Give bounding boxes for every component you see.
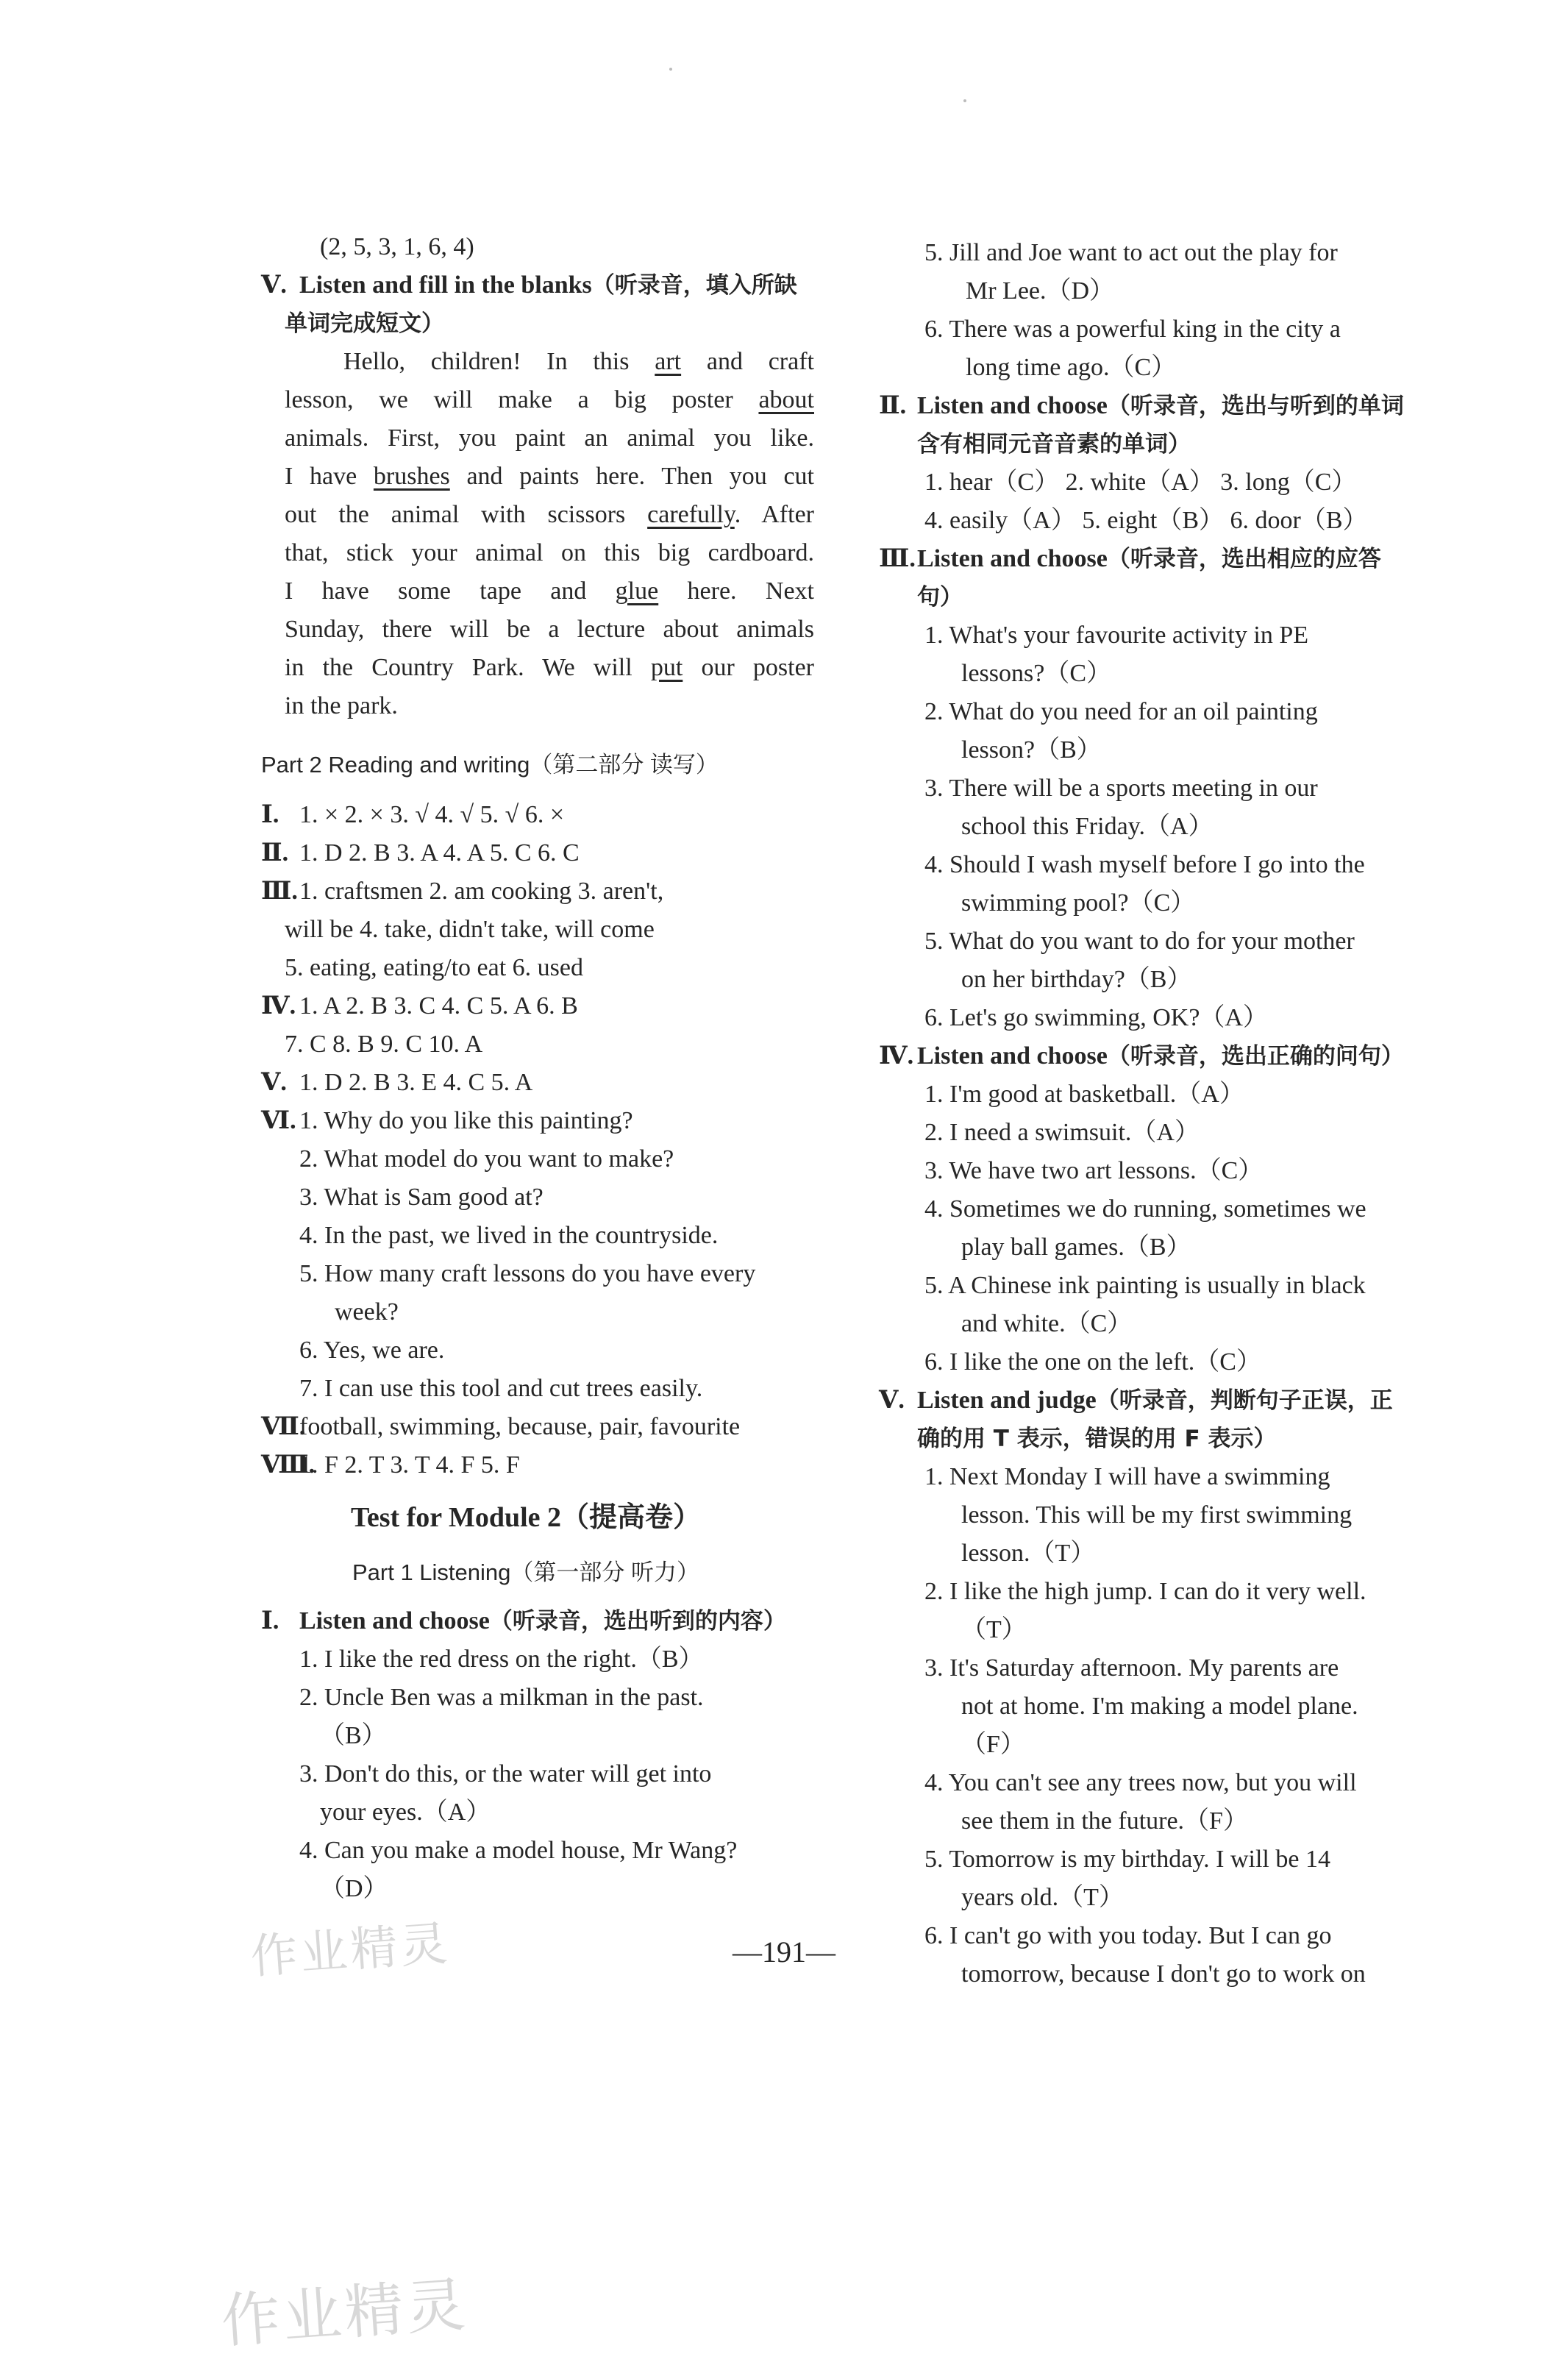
listening-section-5-heading: Ⅴ. Listen and judge（听录音，判断句子正误，正 [879,1387,1393,1414]
listening-section-1-heading: Ⅰ. Listen and choose（听录音，选出听到的内容） [261,1607,786,1635]
watermark: 作业精灵 [249,1916,452,1985]
right-column: 5. Jill and Joe want to act out the play for Mr Lee.（D） 6. There was a powerful king in the city a long time ago.（C） Ⅱ. Listen and choose（听录音，选出与听到的单词 含有相同元音音素的单词） 1. hear（C） 2. white（A） 3. long（C） 4. easily（A） 5. eight（B） 6. door（B） Ⅲ.Listen and choose（听录音，选出相应的应答 句） 1. What's your favourite activity in PE lessons?（C） 2. What do you need for an oil painting lesson?（B） 3. There will be a sports meeting in our school this Friday.（A） 4. Should I wash myself before I go into the swimming pool?（C） 5. What do you want to do for your mother on her birthday?（B） 6. Let's go swimming, OK?（A） Ⅳ. Listen and choose（听录音，选出正确的问句） 1. I'm good at basketball.（A） 2. I need a swimsuit.（A） 3. We have two art lessons.（C） 4. Sometimes we do running, sometimes we play ball games.（B） 5. A Chinese ink painting is usually in black and white.（C） 6. I like the one on the left.（C） Ⅴ. Listen and judge（听录音，判断句子正误，正 确的用 T 表示，错误的用 F 表示） 1. Next Monday I will have a swimming lesson. This will be my first swimming lesson.（T） 2. I like the high jump. I can do it very well. （T） 3. It's Saturday afternoon. My parents are not at home. I'm making a model plane. （F） 4. You can't see any trees now, but you will see them in the future.（F） 5. Tomorrow is my birthday. I will be 14 years old.（T） 6. I can't go with you today. But I can go tomorrow, because I don't go to work on [879,234,1568,1993]
reading-answers-2: Ⅱ. 1. D 2. B 3. A 4. A 5. C 6. C [261,839,580,867]
sequence-answer: (2, 5, 3, 1, 6, 4) [320,233,474,260]
listening-section-4-heading: Ⅳ. Listen and choose（听录音，选出正确的问句） [879,1042,1404,1070]
page-number: —191— [733,1935,835,1968]
reading-answers-4: Ⅳ. 1. A 2. B 3. C 4. C 5. A 6. B [261,992,578,1020]
reading-answers-1: Ⅰ. 1. × 2. × 3. √ 4. √ 5. √ 6. × [261,801,565,828]
fill-blanks-passage: Hello, children! In this art and craft lesson, we will make a big poster about animals. First, you paint an animal you like. I have brushes and paints here. Then you cut out the animal with scissors carefully. After that, stick your animal on this big cardboard. I have some tape and glue here. Next Sunday, there will be a lecture about animals in the Country Park. We will put our poster in the park. [285,348,814,719]
scan-dot [669,68,672,71]
listening-section-3-heading: Ⅲ.Listen and choose（听录音，选出相应的应答 [879,545,1381,572]
test-title: Test for Module 2（提高卷） [350,1502,702,1533]
watermark: 作业精灵 [218,2270,471,2356]
part-1-heading: Part 1 Listening（第一部分 听力） [352,1559,700,1585]
listening-section-2-heading: Ⅱ. Listen and choose（听录音，选出与听到的单词 [879,392,1404,419]
reading-answers-8: Ⅷ.1. F 2. T 3. T 4. F 5. F [261,1451,520,1479]
reading-answers-7: Ⅶ.football, swimming, because, pair, favourite [261,1413,741,1440]
left-column: (2, 5, 3, 1, 6, 4) Ⅴ. Listen and fill in the blanks（听录音，填入所缺 单词完成短文） Hello, children! In this art and craft lesson, we will make a big poster about animals. First, you paint an animal you like. I have brushes and paints here. Then you cut out the animal with scissors carefully. After that, stick your animal on this big cardboard. I have some tape and glue here. Next Sunday, there will be a lecture about animals in the Country Park. We will put our poster in the park. Part 2 Reading and writing（第二部分 读写） Ⅰ. 1. × 2. × 3. √ 4. √ 5. √ 6. × Ⅱ. 1. D 2. B 3. A 4. A 5. C 6. C Ⅲ.1. craftsmen 2. am cooking 3. aren't, will be 4. take, didn't take, will come 5. eating, eating/to eat 6. used Ⅳ. 1. A 2. B 3. C 4. C 5. A 6. B 7. C 8. B 9. C 10. A Ⅴ. 1. D 2. B 3. E 4. C 5. A Ⅵ. 1. Why do you like this painting? 2. What model do you want to make? 3. What is Sam good at? 4. In the past, we lived in the countryside. 5. How many craft lessons do you have every week? 6. Yes, we are. 7. I can use this tool and cut trees easily. Ⅶ.football, swimming, because, pair, favourite Ⅷ.1. F 2. T 3. T 4. F 5. F Test for Module 2（提高卷） Part 1 Listening（第一部分 听力） Ⅰ. Listen and choose（听录音，选出听到的内容） 1. I like the red dress on the right.（B） 2. Uncle Ben was a milkman in the past. （B） 3. Don't do this, or the water will get into your eyes.（A） 4. Can you make a model house, Mr Wang? （D） [261,228,989,1908]
section-5-heading-cont: 单词完成短文） [285,310,444,337]
section-5-heading: Ⅴ. Listen and fill in the blanks（听录音，填入所缺 [261,271,797,299]
reading-answers-5: Ⅴ. 1. D 2. B 3. E 4. C 5. A [261,1069,533,1096]
part-2-heading: Part 2 Reading and writing（第二部分 读写） [261,752,719,778]
reading-answers-3: Ⅲ.1. craftsmen 2. am cooking 3. aren't, [261,878,664,905]
scan-dot [963,99,966,102]
reading-answers-6: Ⅵ. 1. Why do you like this painting? [261,1107,633,1134]
